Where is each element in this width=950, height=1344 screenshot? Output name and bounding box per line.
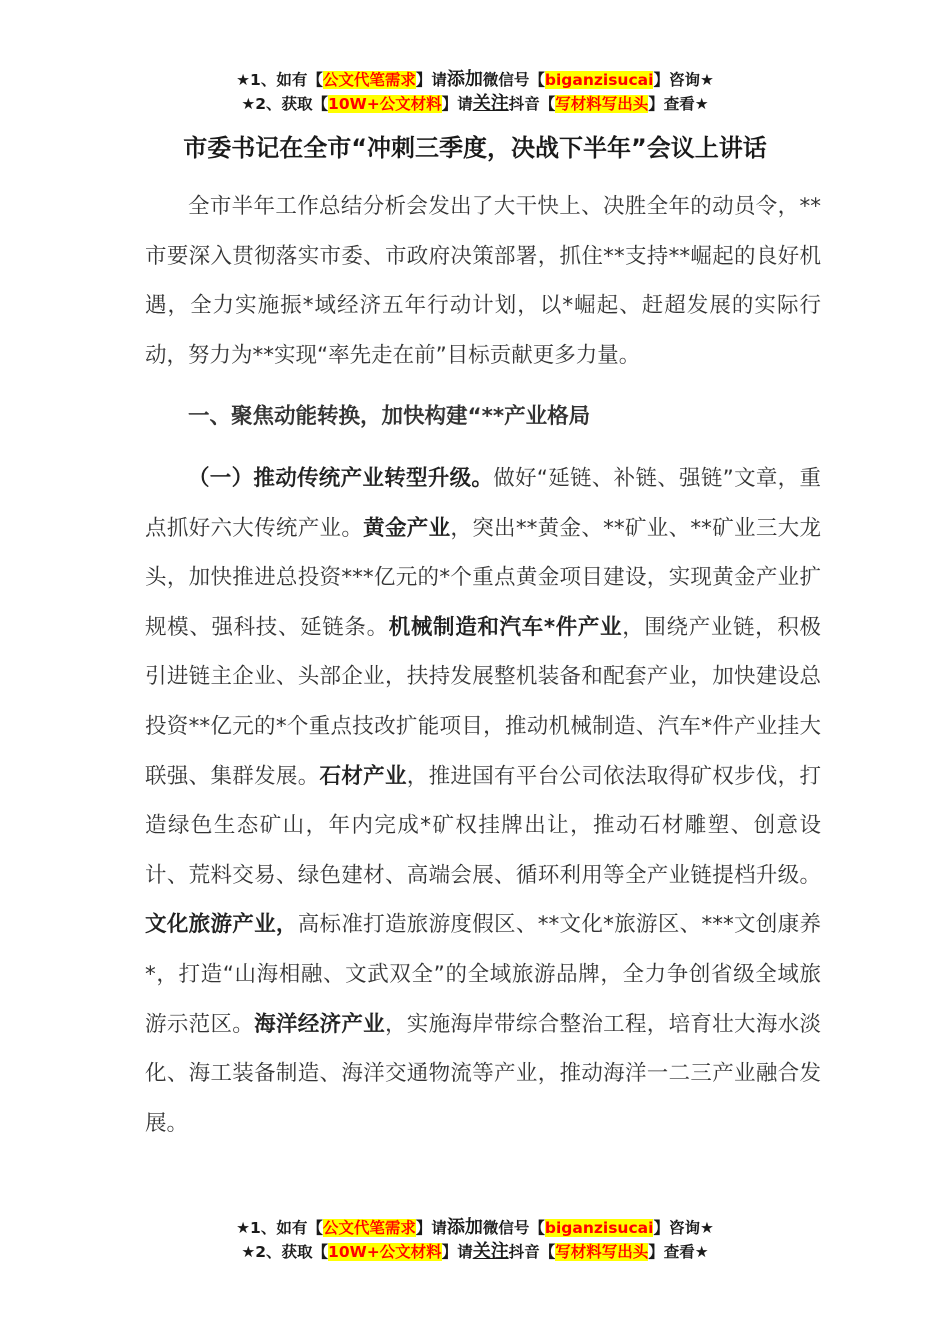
industry-stone: 石材产业 bbox=[319, 763, 407, 789]
promo-banner-bottom bbox=[0, 1216, 950, 1264]
section-heading: 一、聚焦动能转换，加快构建“**产业格局 bbox=[188, 404, 591, 430]
industry-machinery: 机械制造和汽车*件产业 bbox=[388, 614, 623, 640]
promo-line-1: ★1、如有【公文代笔需求】请添加微信号【biganzisucai】咨询★ bbox=[236, 69, 714, 90]
subsection-lead: （一）推动传统产业转型升级。 bbox=[188, 465, 494, 491]
industry-marine: 海洋经济产业 bbox=[254, 1011, 385, 1037]
document-title: 市委书记在全市“冲刺三季度，决战下半年”会议上讲话 bbox=[183, 134, 767, 162]
promo-line-2: ★2、获取【10W+公文材料】请关注抖音【写材料写出头】查看★ bbox=[241, 93, 709, 114]
highlight-douyin: 写材料写出头 bbox=[555, 95, 649, 113]
highlight-wechat-id: biganzisucai bbox=[544, 1219, 654, 1237]
intro-paragraph: 全市半年工作总结分析会发出了大干快上、决胜全年的动员令，**市要深入贯彻落实市委、市政府决策部署，抓住**支持**崛起的良好机遇，全力实施振*域经济五年行动计划，以*崛起、赶超发展的实际行动，努力为**实现“率先走在前”目标贡献更多力量。 bbox=[145, 194, 821, 368]
promo-line-2: ★2、获取【10W+公文材料】请关注抖音【写材料写出头】查看★ bbox=[241, 1241, 709, 1262]
highlight-materials: 10W+公文材料 bbox=[328, 1243, 442, 1261]
highlight-materials: 10W+公文材料 bbox=[328, 95, 442, 113]
body-paragraph: （一）推动传统产业转型升级。做好“延链、补链、强链”文章，重点抓好六大传统产业。黄金产业，突出**黄金、**矿业、**矿业三大龙头，加快推进总投资***亿元的*个重点黄金项目建设，实现黄金产业扩规模、强科技、延链条。机械制造和汽车*件产业，围绕产业链，积极引进链主企业、头部企业，扶持发展整机装备和配套产业，加快建设总投资**亿元的*个重点技改扩能项目，推动机械制造、汽车*件产业挂大联强、集群发展。石材产业，推进国有平台公司依法取得矿权步伐，打造绿色生态矿山，年内完成*矿权挂牌出让，推动石材雕塑、创意设计、荒料交易、绿色建材、高端会展、循环利用等全产业链提档升级。文化旅游产业，高标准打造旅游度假区、**文化*旅游区、***文创康养*，打造“山海相融、文武双全”的全域旅游品牌，全力争创省级全域旅游示范区。海洋经济产业，实施海岸带综合整治工程，培育壮大海水淡化、海工装备制造、海洋交通物流等产业，推动海洋一二三产业融合发展。 bbox=[145, 465, 821, 1136]
industry-tourism: 文化旅游产业， bbox=[145, 912, 298, 938]
highlight-service: 公文代笔需求 bbox=[322, 71, 416, 89]
promo-banner-top bbox=[0, 68, 950, 116]
highlight-wechat-id: biganzisucai bbox=[544, 71, 654, 89]
industry-gold: 黄金产业 bbox=[363, 515, 451, 541]
promo-line-1: ★1、如有【公文代笔需求】请添加微信号【biganzisucai】咨询★ bbox=[236, 1217, 714, 1238]
highlight-service: 公文代笔需求 bbox=[322, 1219, 416, 1237]
highlight-douyin: 写材料写出头 bbox=[555, 1243, 649, 1261]
document-body bbox=[145, 182, 821, 1148]
